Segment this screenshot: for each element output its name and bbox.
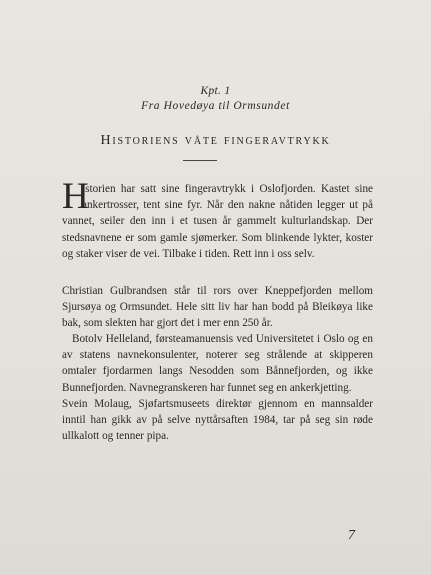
paragraph-line: Sjursøya og Ormsundet. Hele sitt liv har han bodd på Bleikøya like [62, 301, 373, 314]
chapter-subtitle: Fra Hovedøya til Ormsundet [141, 100, 290, 112]
paragraph-line: istorien har satt sine fingeravtrykk i Oslofjorden. Kastet sine [82, 183, 373, 195]
paragraph-line: og staker viser de vei. Tilbake i tiden. Rett inn i oss selv. [62, 247, 315, 260]
paragraph-2 [62, 283, 373, 332]
page-number: 7 [348, 528, 355, 543]
paragraph-line: Svein Molaug, Sjøfartsmuseets direktør gjennom en mannsalder [62, 398, 373, 410]
paragraph-line: bak, som slekten har gjort det i mer enn 250 år. [62, 317, 273, 330]
chapter-number: Kpt. 1 [200, 85, 231, 97]
paragraph-line: ankertrosser, tent sine fyr. Når den nakne nåtiden legger ut på [82, 199, 373, 212]
paragraph-line: omtaler fjordarmen langs Nesodden som Bånnefjorden, og ikke [62, 365, 373, 378]
paragraph-1 [62, 176, 373, 262]
chapter-title: Historiens våte fingeravtrykk [100, 133, 331, 148]
paragraph-line: stedsnavnene er som gamle sjømerker. Som blinkende lykter, koster [62, 231, 373, 244]
title-divider [183, 160, 217, 161]
drop-cap: H [62, 176, 89, 217]
paragraph-line: Bunnefjorden. Navnegranskeren har funnet seg en ankerkjetting. [62, 381, 352, 394]
paragraph-line: vannet, seiler den inn i et tusen år gammelt kulturlandskap. Der [62, 215, 373, 228]
paragraph-line: Christian Gulbrandsen står til rors over Kneppefjorden mellom [62, 285, 373, 297]
paragraph-line: ullkalott og tenner pipa. [62, 430, 169, 443]
paragraph-line: Botolv Helleland, førsteamanuensis ved Universitetet i Oslo og en [72, 333, 373, 345]
paragraph-line: av statens navnekonsulenter, noterer seg strålende at skipperen [62, 349, 373, 362]
paragraph-line: inntil han gikk av på selve nyttårsaften 1984, tar på seg sin røde [62, 414, 373, 427]
paragraph-4 [62, 396, 373, 445]
paragraph-3 [62, 331, 373, 396]
